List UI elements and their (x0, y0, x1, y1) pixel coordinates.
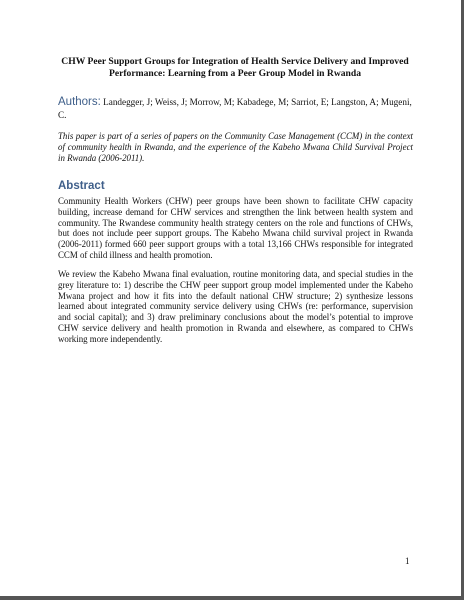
authors-line (58, 96, 413, 121)
document-title: CHW Peer Support Groups for Integration of Health Service Delivery and Improved Performance: Learning from a Peer Group Model in Rwanda (61, 56, 409, 79)
abstract-heading: Abstract (58, 180, 105, 192)
authors-names: Landegger, J; Weiss, J; Morrow, M; Kabadege, M; Sarriot, E; Langston, A; Mugeni, C. (58, 97, 412, 120)
page-number: 1 (405, 556, 410, 566)
abstract-paragraph: We review the Kabeho Mwana final evaluation, routine monitoring data, and special studies in the grey literature to: 1) describe the CHW peer support group model implemented under the Kabeho Mwana project and how it fits into the default national CHW structure; 2) synthesize lessons learned about integrated community service delivery using CHWs (re: performance, supervision and social capital); and 3) draw preliminary conclusions about the model’s potential to improve CHW service delivery and health promotion in Rwanda and elsewhere, as compared to CHWs working more independently. (58, 269, 413, 344)
series-note: This paper is part of a series of papers on the Community Case Management (CCM) in the context of community health in Rwanda, and the experience of the Kabeho Mwana Child Survival Project in Rwanda (2006-2011). (58, 131, 413, 163)
abstract-paragraph: Community Health Workers (CHW) peer groups have been shown to facilitate CHW capacity building, increase demand for CHW services and strengthen the link between health system and community. The Rwandese community health strategy centers on the role and functions of CHWs, but does not include peer support groups. The Kabeho Mwana child survival project in Rwanda (2006-2011) formed 660 peer support groups with a total 13,166 CHWs responsible for integrated CCM of child illness and health promotion. (58, 196, 413, 260)
authors-label: Authors: (58, 96, 101, 108)
